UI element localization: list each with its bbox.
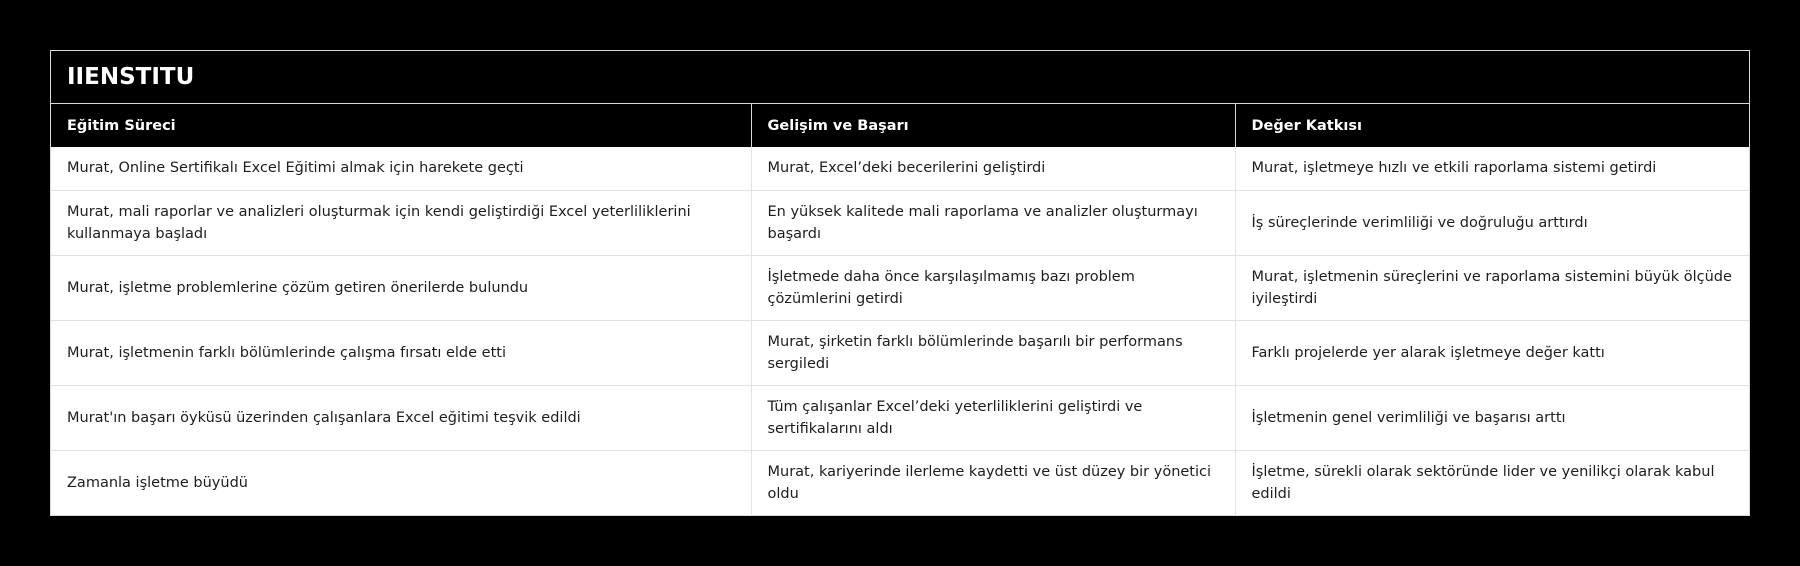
table-cell: Murat, Online Sertifikalı Excel Eğitimi almak için harekete geçti: [67, 160, 524, 177]
data-table: [51, 104, 1749, 515]
data-table-container: [50, 50, 1750, 516]
table-cell: Murat, şirketin farklı bölümlerinde başarılı bir performans sergiledi: [751, 320, 1235, 385]
table-cell: Murat, işletmenin farklı bölümlerinde çalışma fırsatı elde etti: [51, 320, 751, 385]
table-cell: Murat, işletmenin süreçlerini ve raporlama sistemini büyük ölçüde iyileştirdi: [1235, 255, 1749, 320]
table-cell: İşletmede daha önce karşılaşılmamış bazı problem çözümlerini getirdi: [751, 255, 1235, 320]
table-row: [51, 450, 1749, 515]
column-header-gelisim-ve-basari: Gelişim ve Başarı: [751, 104, 1235, 147]
table-row: [51, 385, 1749, 450]
column-header-egitim-sureci: Eğitim Süreci: [51, 104, 751, 147]
table-cell: Tüm çalışanlar Excel’deki yeterliliklerini geliştirdi ve sertifikalarını aldı: [751, 385, 1235, 450]
table-cell: Farklı projelerde yer alarak işletmeye değer kattı: [1235, 320, 1749, 385]
table-row: [51, 320, 1749, 385]
table-cell: Murat, işletme problemlerine çözüm getiren önerilerde bulundu: [51, 255, 751, 320]
table-row: [51, 147, 1749, 190]
column-header-deger-katkisi: Değer Katkısı: [1235, 104, 1749, 147]
table-header-row: [51, 104, 1749, 147]
table-title: IIENSTITU: [51, 51, 1749, 104]
table-row: [51, 190, 1749, 255]
table-cell: Murat, Excel’deki becerilerini geliştirdi: [751, 147, 1235, 190]
table-cell: Murat, mali raporlar ve analizleri oluşturmak için kendi geliştirdiği Excel yeterliliklerini kullanmaya başladı: [51, 190, 751, 255]
table-cell: İşletmenin genel verimliliği ve başarısı arttı: [1235, 385, 1749, 450]
table-cell: En yüksek kalitede mali raporlama ve analizler oluşturmayı başardı: [751, 190, 1235, 255]
table-cell: Murat, kariyerinde ilerleme kaydetti ve üst düzey bir yönetici oldu: [751, 450, 1235, 515]
table-cell: Murat, işletmeye hızlı ve etkili raporlama sistemi getirdi: [1235, 147, 1749, 190]
table-row: [51, 255, 1749, 320]
table-cell: İş süreçlerinde verimliliği ve doğruluğu arttırdı: [1235, 190, 1749, 255]
table-cell: Zamanla işletme büyüdü: [51, 450, 751, 515]
table-cell: İşletme, sürekli olarak sektöründe lider ve yenilikçi olarak kabul edildi: [1235, 450, 1749, 515]
table-cell: Murat'ın başarı öyküsü üzerinden çalışanlara Excel eğitimi teşvik edildi: [51, 385, 751, 450]
